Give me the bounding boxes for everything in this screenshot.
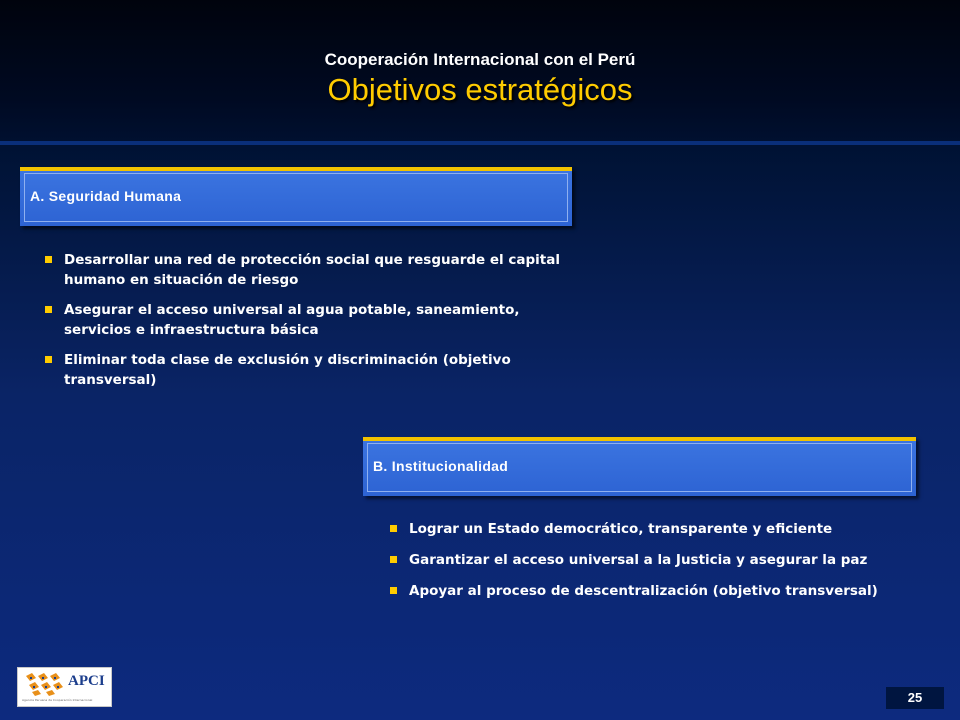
slide-subtitle: Cooperación Internacional con el Perú — [324, 50, 636, 69]
section-a-list — [44, 250, 564, 400]
section-a-label: A. Seguridad Humana — [30, 188, 182, 204]
list-item — [44, 300, 564, 340]
square-bullet-icon — [45, 256, 52, 263]
list-item — [389, 519, 929, 539]
section-b-header — [363, 437, 916, 496]
list-item-text: Eliminar toda clase de exclusión y discriminación (objetivo transversal) — [64, 352, 511, 388]
square-bullet-icon — [45, 306, 52, 313]
square-bullet-icon — [390, 587, 397, 594]
square-bullet-icon — [390, 525, 397, 532]
list-item-text: Apoyar al proceso de descentralización (objetivo transversal) — [409, 583, 878, 599]
list-item — [389, 581, 929, 601]
list-item-text: Lograr un Estado democrático, transparente y eficiente — [409, 521, 833, 537]
list-item — [44, 350, 564, 390]
list-item-text: Garantizar el acceso universal a la Justicia y asegurar la paz — [409, 552, 868, 568]
square-bullet-icon — [390, 556, 397, 563]
apci-logo-text: APCI — [68, 673, 105, 689]
section-a-header — [20, 167, 572, 226]
header-divider — [0, 141, 960, 145]
slide-title: Objetivos estratégicos — [327, 72, 633, 107]
square-bullet-icon — [45, 356, 52, 363]
list-item — [389, 550, 929, 570]
list-item-text: Asegurar el acceso universal al agua potable, saneamiento, servicios e infraestructura básica — [64, 302, 520, 338]
section-b-list — [389, 519, 929, 612]
list-item-text: Desarrollar una red de protección social que resguarde el capital humano en situación de riesgo — [64, 252, 560, 288]
apci-logo-subtext: Agencia Peruana de Cooperación Internacional — [22, 698, 93, 702]
list-item — [44, 250, 564, 290]
apci-logo — [17, 667, 112, 707]
apci-logo-icon — [24, 672, 66, 696]
section-b-label: B. Institucionalidad — [373, 458, 509, 474]
page-number: 25 — [886, 687, 944, 709]
header-band — [0, 0, 960, 142]
